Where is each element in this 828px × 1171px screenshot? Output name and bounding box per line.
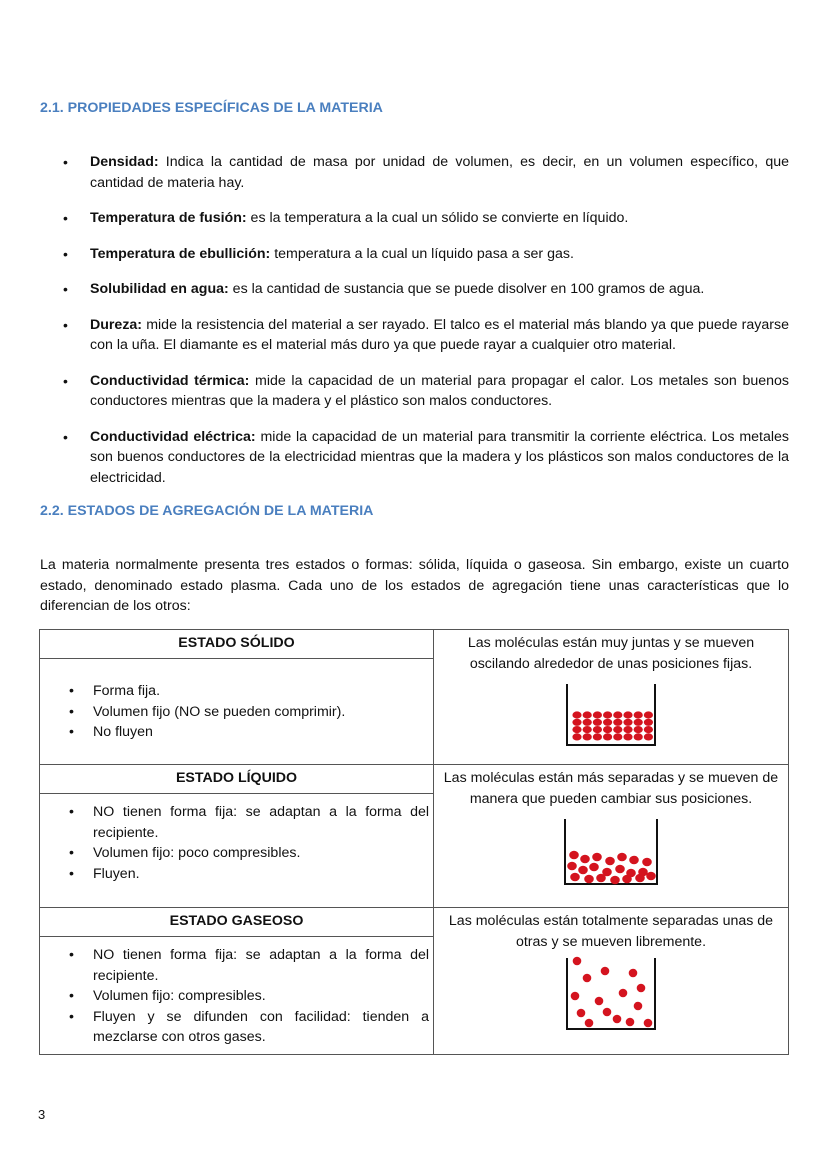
term: Conductividad eléctrica:: [90, 428, 256, 445]
state-name-solid: ESTADO SÓLIDO: [40, 630, 434, 659]
molecule: [572, 711, 581, 718]
section-heading-estados: 2.2. ESTADOS DE AGREGACIÓN DE LA MATERIA: [40, 503, 374, 519]
state-description-cell: [434, 765, 789, 908]
molecule: [578, 866, 588, 875]
molecule: [613, 726, 622, 733]
molecule: [613, 711, 622, 718]
state-description: Las moléculas están muy juntas y se mueven oscilando alrededor de unas posiciones fijas.: [467, 635, 755, 672]
list-item: [40, 371, 789, 412]
molecule: [603, 1008, 612, 1017]
molecule: [629, 969, 638, 978]
molecule: [593, 711, 602, 718]
molecule: [613, 719, 622, 726]
list-item: • No fluyen: [40, 722, 429, 743]
molecule: [592, 853, 602, 862]
gas-molecules-diagram: [565, 956, 657, 1032]
molecule: [637, 984, 646, 993]
molecule: [634, 719, 643, 726]
molecule: [584, 875, 594, 884]
molecule: [601, 967, 610, 976]
section-heading-propiedades: 2.1. PROPIEDADES ESPECÍFICAS DE LA MATERIA: [40, 100, 383, 116]
list-item: [40, 244, 789, 265]
molecule: [593, 733, 602, 740]
molecule: [613, 733, 622, 740]
molecule: [570, 873, 580, 882]
properties-list: [40, 152, 789, 503]
molecule: [646, 872, 656, 881]
state-description-cell: [434, 630, 789, 765]
term: Densidad:: [90, 154, 159, 170]
list-item: • Fluyen.: [40, 864, 429, 885]
molecule: [585, 1019, 594, 1028]
molecule: [642, 858, 652, 867]
molecule: [580, 855, 590, 864]
state-description: Las moléculas están más separadas y se mueven de manera que pueden cambiar sus posiciones.: [443, 770, 779, 807]
term: Temperatura de ebullición:: [90, 245, 271, 262]
molecule: [623, 711, 632, 718]
molecule: [629, 856, 639, 865]
molecule: [567, 862, 577, 871]
list-item: [40, 315, 789, 356]
molecule: [644, 1019, 653, 1028]
list-item: • Volumen fijo (NO se pueden comprimir).: [40, 702, 429, 723]
molecule: [572, 726, 581, 733]
molecule: [634, 733, 643, 740]
molecule: [583, 719, 592, 726]
page-number: 3: [38, 1107, 46, 1122]
molecule: [615, 865, 625, 874]
molecule: [603, 719, 612, 726]
beaker-outline: [567, 958, 655, 1029]
term: Conductividad térmica:: [90, 372, 250, 389]
state-name-liquid: ESTADO LÍQUIDO: [40, 765, 434, 794]
molecule: [644, 719, 653, 726]
solid-molecules-diagram: [565, 682, 657, 748]
molecule: [605, 857, 615, 866]
list-item: • NO tienen forma fija: se adaptan a la forma del recipiente.: [40, 945, 429, 986]
molecule: [613, 1015, 622, 1024]
molecule: [623, 719, 632, 726]
intro-paragraph: La materia normalmente presenta tres estados o formas: sólida, líquida o gaseosa. Sin embargo, existe un cuarto estado, denominado estado plasma. Cada uno de los estados de agregación tiene unas características que lo diferencian de los otros:: [40, 557, 789, 614]
molecule: [596, 874, 606, 883]
list-item: [40, 152, 789, 193]
features-list: [40, 794, 433, 890]
molecule: [617, 853, 627, 862]
states-table: [39, 629, 789, 1055]
molecule: [593, 719, 602, 726]
molecule: [583, 733, 592, 740]
definition: mide la capacidad de un material para transmitir la corriente eléctrica. Los metales son buenos conductores de la electricidad mientras que la madera y los plásticos son malos conductores de la electricidad.: [90, 428, 790, 486]
molecule: [603, 726, 612, 733]
molecule: [583, 711, 592, 718]
molecule: [634, 711, 643, 718]
list-item: • Volumen fijo: compresibles.: [40, 986, 429, 1007]
molecule: [572, 733, 581, 740]
state-features-cell: [40, 937, 434, 1055]
molecule: [635, 874, 645, 883]
molecule: [622, 875, 632, 884]
molecule: [644, 711, 653, 718]
state-name-gas: ESTADO GASEOSO: [40, 908, 434, 937]
molecule: [603, 733, 612, 740]
definition: mide la capacidad de un material para propagar el calor. Los metales son buenos conductores mientras que la madera y el plástico son malos conductores.: [90, 372, 789, 409]
definition: es la cantidad de sustancia que se puede disolver en 100 gramos de agua.: [228, 281, 705, 297]
liquid-molecules-diagram: [563, 817, 659, 887]
list-item: • Fluyen y se difunden con facilidad: tienden a mezclarse con otros gases.: [40, 1007, 429, 1048]
term: Dureza:: [90, 316, 143, 333]
molecule: [569, 851, 579, 860]
molecule: [572, 719, 581, 726]
term: Solubilidad en agua:: [90, 281, 229, 297]
list-item: • Volumen fijo: poco compresibles.: [40, 843, 429, 864]
list-item: • NO tienen forma fija: se adaptan a la forma del recipiente.: [40, 802, 429, 843]
molecule: [623, 733, 632, 740]
definition: mide la resistencia del material a ser rayado. El talco es el material más blando ya que puede rayarse con la uña. El diamante es el material más duro ya que puede rayar a cualquier otro material.: [90, 316, 789, 353]
definition: es la temperatura a la cual un sólido se convierte en líquido.: [246, 210, 629, 226]
list-item: [40, 427, 789, 489]
definition: temperatura a la cual un líquido pasa a ser gas.: [270, 245, 574, 262]
term: Temperatura de fusión:: [90, 210, 247, 226]
molecule: [593, 726, 602, 733]
state-description-cell: [434, 908, 789, 1055]
state-description: Las moléculas están totalmente separadas unas de otras y se mueven libremente.: [448, 913, 774, 950]
molecule: [589, 863, 599, 872]
molecule: [573, 957, 582, 966]
molecule: [619, 989, 628, 998]
molecule: [644, 733, 653, 740]
definition: Indica la cantidad de masa por unidad de volumen, es decir, en un volumen específico, que cantidad de materia hay.: [90, 154, 789, 191]
molecule: [634, 1002, 643, 1011]
list-item: [40, 279, 789, 300]
list-item: [40, 208, 789, 229]
molecule: [571, 992, 580, 1001]
state-features-cell: [40, 659, 434, 765]
molecule: [583, 726, 592, 733]
state-features-cell: [40, 794, 434, 908]
list-item: • Forma fija.: [40, 681, 429, 702]
molecule: [623, 726, 632, 733]
molecule: [577, 1009, 586, 1018]
molecule: [595, 997, 604, 1006]
features-list: [40, 659, 433, 749]
molecule: [626, 1018, 635, 1027]
features-list: [40, 937, 433, 1054]
molecule: [603, 711, 612, 718]
molecule: [583, 974, 592, 983]
molecule: [610, 876, 620, 885]
molecule: [634, 726, 643, 733]
molecule: [644, 726, 653, 733]
